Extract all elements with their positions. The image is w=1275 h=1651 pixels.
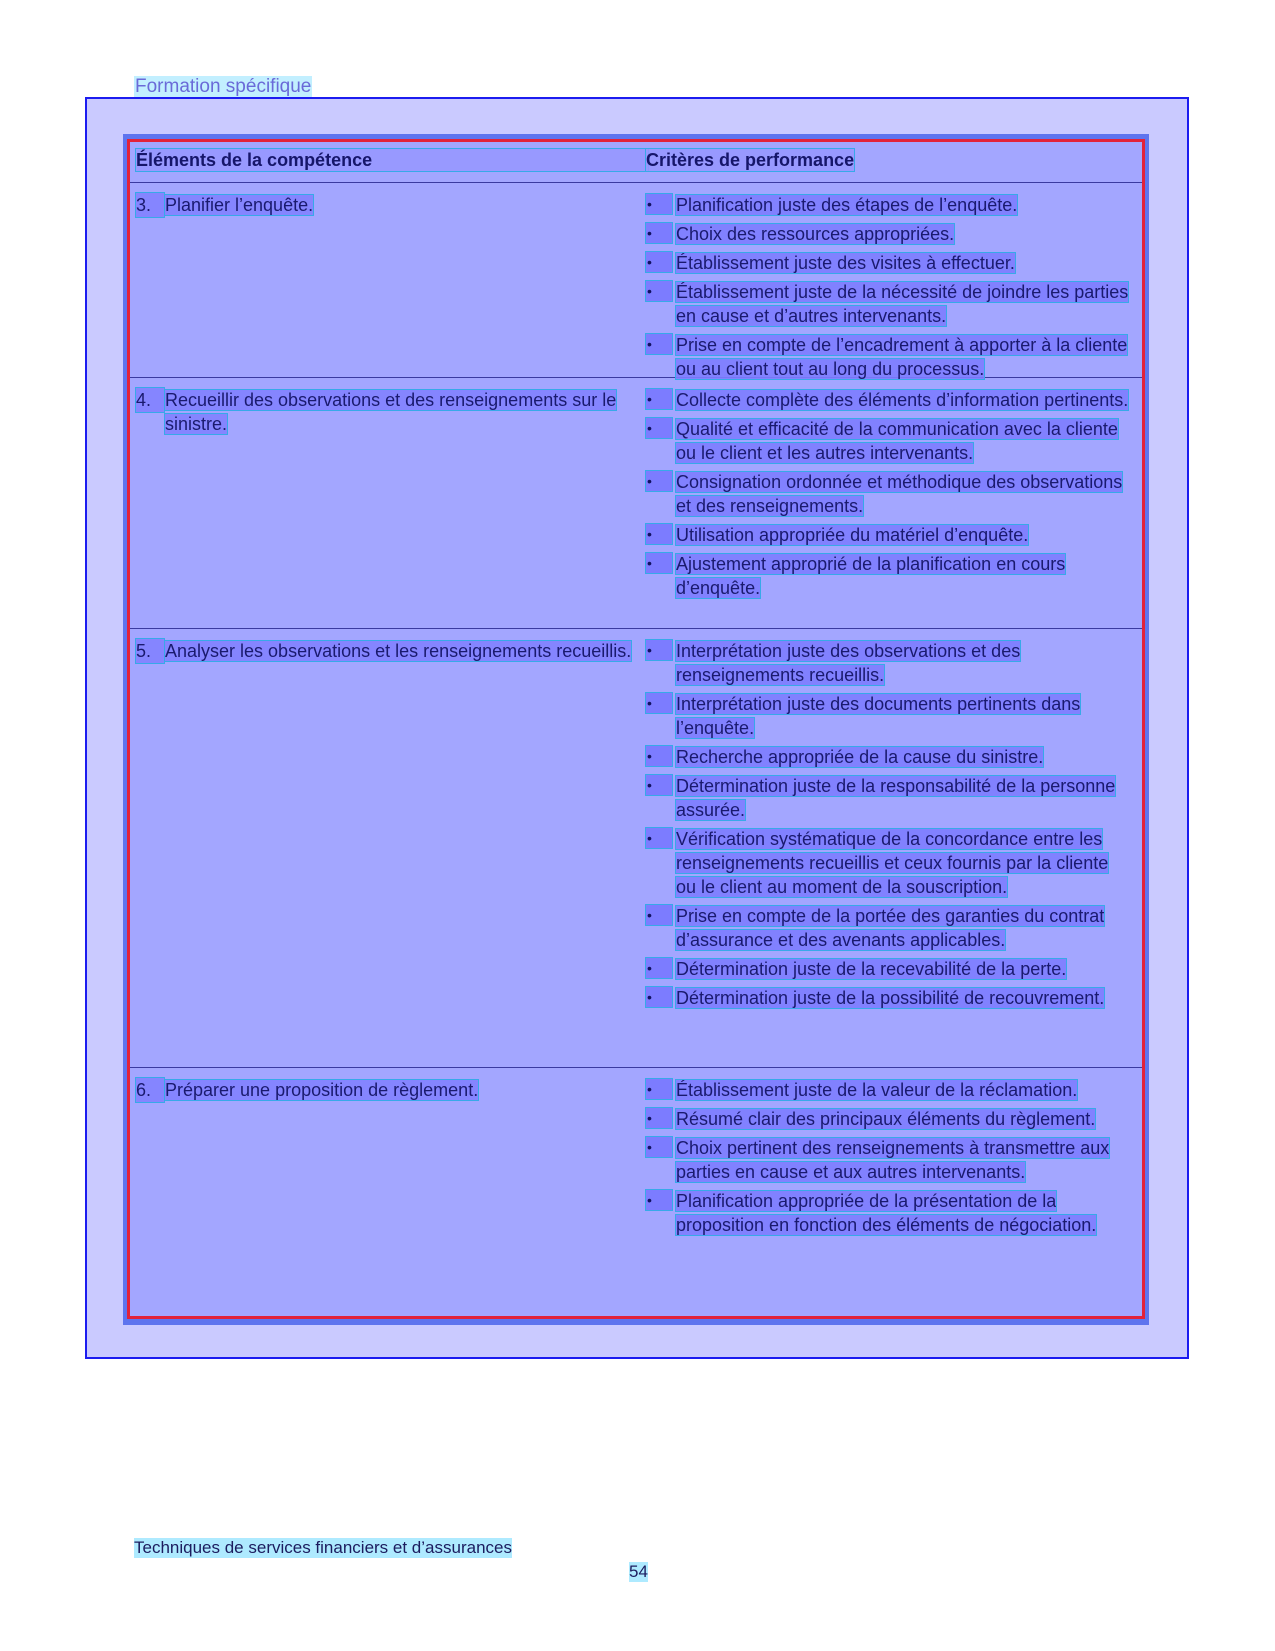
- criterion: [646, 1078, 1132, 1102]
- column-header-criteria: Critères de performance: [646, 150, 855, 170]
- column-header-elements: Éléments de la compétence: [136, 149, 648, 171]
- criterion: [646, 222, 1132, 246]
- criterion-text: Établissement juste de la nécessité de joindre les parties en cause et d’autres intervenants.: [676, 282, 1129, 326]
- bullet-icon: •: [646, 389, 672, 409]
- bullet-icon: •: [646, 1079, 672, 1099]
- criterion-text: Choix pertinent des renseignements à transmettre aux parties en cause et aux autres intervenants.: [676, 1138, 1110, 1182]
- element-number: 6.: [136, 1078, 164, 1102]
- criterion: [646, 904, 1132, 952]
- section-header: Formation spécifique: [135, 76, 312, 97]
- criterion: [646, 251, 1132, 275]
- element-text: Analyser les observations et les renseignements recueillis.: [165, 641, 632, 661]
- table-header: [130, 142, 1142, 183]
- element-number: 4.: [136, 388, 164, 412]
- bullet-icon: •: [646, 905, 672, 925]
- criterion-text: Interprétation juste des observations et des renseignements recueillis.: [676, 641, 1021, 685]
- criterion: [646, 1189, 1132, 1237]
- criterion: [646, 639, 1132, 687]
- criterion-text: Consignation ordonnée et méthodique des observations et des renseignements.: [676, 472, 1123, 516]
- element-text: Préparer une proposition de règlement.: [165, 1080, 479, 1100]
- criterion: [646, 1136, 1132, 1184]
- bullet-icon: •: [646, 194, 672, 214]
- criterion-text: Choix des ressources appropriées.: [676, 224, 955, 244]
- criterion: [646, 470, 1132, 518]
- criterion-text: Planification appropriée de la présentation de la proposition en fonction des éléments de négociation.: [676, 1191, 1097, 1235]
- footer-program-title: Techniques de services financiers et d’assurances: [134, 1538, 512, 1557]
- criterion: [646, 193, 1132, 217]
- bullet-icon: •: [646, 418, 672, 438]
- criterion: [646, 1107, 1132, 1131]
- element-number: 3.: [136, 193, 164, 217]
- criterion-text: Prise en compte de l’encadrement à apporter à la cliente ou au client tout au long du processus.: [676, 335, 1128, 379]
- bullet-icon: •: [646, 1137, 672, 1157]
- criterion: [646, 388, 1132, 412]
- competence-element: [136, 193, 646, 217]
- bullet-icon: •: [646, 553, 672, 573]
- criteria-list: [646, 639, 1132, 1015]
- table-row: [130, 378, 1142, 629]
- bullet-icon: •: [646, 987, 672, 1007]
- bullet-icon: •: [646, 958, 672, 978]
- competence-element: [136, 639, 646, 663]
- criteria-list: [646, 1078, 1132, 1242]
- criterion-text: Prise en compte de la portée des garanties du contrat d’assurance et des avenants applicables.: [676, 906, 1105, 950]
- criterion: [646, 957, 1132, 981]
- criterion: [646, 692, 1132, 740]
- criterion: [646, 745, 1132, 769]
- bullet-icon: •: [646, 828, 672, 848]
- page-number: 54: [629, 1562, 648, 1581]
- bullet-icon: •: [646, 746, 672, 766]
- bullet-icon: •: [646, 1190, 672, 1210]
- criterion: [646, 774, 1132, 822]
- table-row: [130, 629, 1142, 1068]
- element-text: Planifier l’enquête.: [165, 195, 314, 215]
- bullet-icon: •: [646, 640, 672, 660]
- criterion-text: Collecte complète des éléments d’information pertinents.: [676, 390, 1129, 410]
- criterion-text: Établissement juste des visites à effectuer.: [676, 253, 1015, 273]
- criteria-list: [646, 193, 1132, 386]
- element-number: 5.: [136, 639, 164, 663]
- bullet-icon: •: [646, 281, 672, 301]
- criterion: [646, 417, 1132, 465]
- criterion: [646, 280, 1132, 328]
- criterion: [646, 333, 1132, 381]
- criterion-text: Détermination juste de la recevabilité de la perte.: [676, 959, 1067, 979]
- criterion-text: Établissement juste de la valeur de la réclamation.: [676, 1080, 1078, 1100]
- criterion: [646, 523, 1132, 547]
- bullet-icon: •: [646, 334, 672, 354]
- criterion-text: Détermination juste de la possibilité de recouvrement.: [676, 988, 1105, 1008]
- criterion-text: Résumé clair des principaux éléments du règlement.: [676, 1109, 1096, 1129]
- element-text: Recueillir des observations et des renseignements sur le sinistre.: [165, 390, 617, 434]
- criterion: [646, 986, 1132, 1010]
- criterion-text: Recherche appropriée de la cause du sinistre.: [676, 747, 1044, 767]
- criterion-text: Utilisation appropriée du matériel d’enquête.: [676, 525, 1029, 545]
- table-row: [130, 183, 1142, 378]
- bullet-icon: •: [646, 252, 672, 272]
- criterion-text: Planification juste des étapes de l’enquête.: [676, 195, 1018, 215]
- table-row: [130, 1068, 1142, 1316]
- criterion-text: Qualité et efficacité de la communication avec la cliente ou le client et les autres intervenants.: [676, 419, 1118, 463]
- bullet-icon: •: [646, 223, 672, 243]
- criterion-text: Ajustement approprié de la planification en cours d’enquête.: [676, 554, 1066, 598]
- criteria-list: [646, 388, 1132, 605]
- bullet-icon: •: [646, 775, 672, 795]
- criterion-text: Vérification systématique de la concordance entre les renseignements recueillis et ceux fournis par la cliente ou le client au moment de la souscription.: [676, 829, 1109, 897]
- bullet-icon: •: [646, 524, 672, 544]
- criterion: [646, 552, 1132, 600]
- competence-table: [127, 139, 1145, 1319]
- criterion-text: Détermination juste de la responsabilité de la personne assurée.: [676, 776, 1116, 820]
- competence-element: [136, 388, 646, 436]
- criterion: [646, 827, 1132, 899]
- bullet-icon: •: [646, 471, 672, 491]
- competence-element: [136, 1078, 646, 1102]
- bullet-icon: •: [646, 1108, 672, 1128]
- bullet-icon: •: [646, 693, 672, 713]
- criterion-text: Interprétation juste des documents pertinents dans l’enquête.: [676, 694, 1081, 738]
